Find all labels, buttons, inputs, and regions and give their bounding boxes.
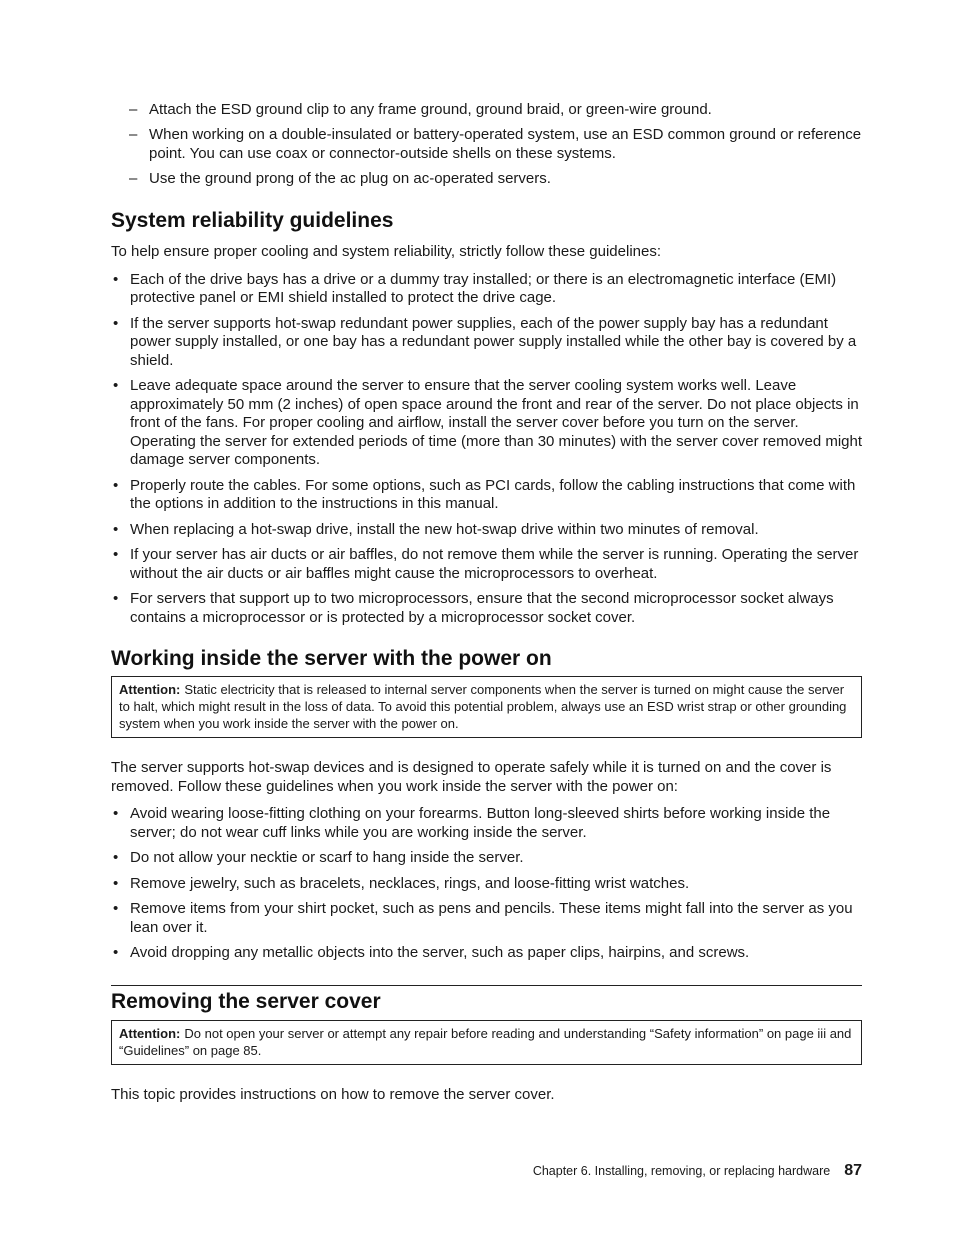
list-item: • If the server supports hot-swap redundant power supplies, each of the power supply bay has a redundant power supply installed, or one bay has a redundant power supply installed while the other bay is covered by a shield. <box>111 315 862 371</box>
power-on-intro: The server supports hot-swap devices and is designed to operate safely while it is turned on and the cover is removed. Follow these guidelines when you work inside the server with the power on: <box>111 759 832 795</box>
esd-dash-list <box>111 101 862 195</box>
list-item: • Each of the drive bays has a drive or a dummy tray installed; or there is an electromagnetic interface (EMI) protective panel or EMI shield installed to protect the drive cage. <box>111 271 862 308</box>
reliability-section <box>111 208 862 634</box>
list-item: • Avoid dropping any metallic objects into the server, such as paper clips, hairpins, and screws. <box>111 944 862 963</box>
attention-box <box>111 676 862 738</box>
list-item: • If your server has air ducts or air baffles, do not remove them while the server is running. Operating the server without the air ducts or air baffles might cause the microprocessors to overheat. <box>111 546 862 583</box>
page-number: 87 <box>844 1162 862 1179</box>
attention-box <box>111 1020 862 1065</box>
cover-intro: This topic provides instructions on how to remove the server cover. <box>111 1086 555 1103</box>
chapter-title: Chapter 6. Installing, removing, or replacing hardware <box>532 1164 831 1178</box>
list-item: • Remove jewelry, such as bracelets, necklaces, rings, and loose-fitting wrist watches. <box>111 875 862 894</box>
attention-label: Attention: <box>119 1026 181 1041</box>
list-item: – Use the ground prong of the ac plug on ac-operated servers. <box>111 170 862 189</box>
attention-label: Attention: <box>119 682 181 697</box>
list-item: • When replacing a hot-swap drive, install the new hot-swap drive within two minutes of removal. <box>111 521 862 540</box>
list-item: • Leave adequate space around the server to ensure that the server cooling system works well. Leave approximately 50 mm (2 inches) of open space around the front and rear of the server. Do not place objects in front of the fans. For proper cooling and airflow, install the server cover before you turn on the server. Operating the server for extended periods of time (more than 30 minutes) with the server cover removed might damage server components. <box>111 377 862 470</box>
attention-text: Static electricity that is released to internal server components when the server is turned on might cause the server to halt, which might result in the loss of data. To avoid this potential problem, always use an ESD wrist strap or other grounding system when you work inside the server with the power on. <box>119 682 847 731</box>
page-footer <box>111 1162 862 1180</box>
section-heading-cover: Removing the server cover <box>111 990 381 1013</box>
reliability-list <box>111 271 862 628</box>
section-heading-power-on: Working inside the server with the power on <box>111 647 552 670</box>
power-on-section <box>111 646 862 970</box>
section-heading-reliability: System reliability guidelines <box>111 209 394 232</box>
power-on-list <box>111 805 862 963</box>
reliability-intro: To help ensure proper cooling and system reliability, strictly follow these guidelines: <box>111 243 661 260</box>
attention-text: Do not open your server or attempt any repair before reading and understanding “Safety information” on page iii and “Guidelines” on page 85. <box>119 1026 852 1058</box>
list-item: • Avoid wearing loose-fitting clothing on your forearms. Button long-sleeved shirts before working inside the server; do not wear cuff links while you are working inside the server. <box>111 805 862 842</box>
list-item: • Do not allow your necktie or scarf to hang inside the server. <box>111 849 862 868</box>
cover-section <box>111 985 862 1105</box>
list-item: • Properly route the cables. For some options, such as PCI cards, follow the cabling instructions that come with the options in addition to the instructions in this manual. <box>111 477 862 514</box>
section-divider <box>111 985 862 986</box>
list-item: • For servers that support up to two microprocessors, ensure that the second microprocessor socket always contains a microprocessor or is protected by a microprocessor socket cover. <box>111 590 862 627</box>
list-item: – Attach the ESD ground clip to any frame ground, ground braid, or green-wire ground. <box>111 101 862 120</box>
list-item: • Remove items from your shirt pocket, such as pens and pencils. These items might fall into the server as you lean over it. <box>111 900 862 937</box>
list-item: – When working on a double-insulated or battery-operated system, use an ESD common ground or reference point. You can use coax or connector-outside shells on these systems. <box>111 126 862 163</box>
